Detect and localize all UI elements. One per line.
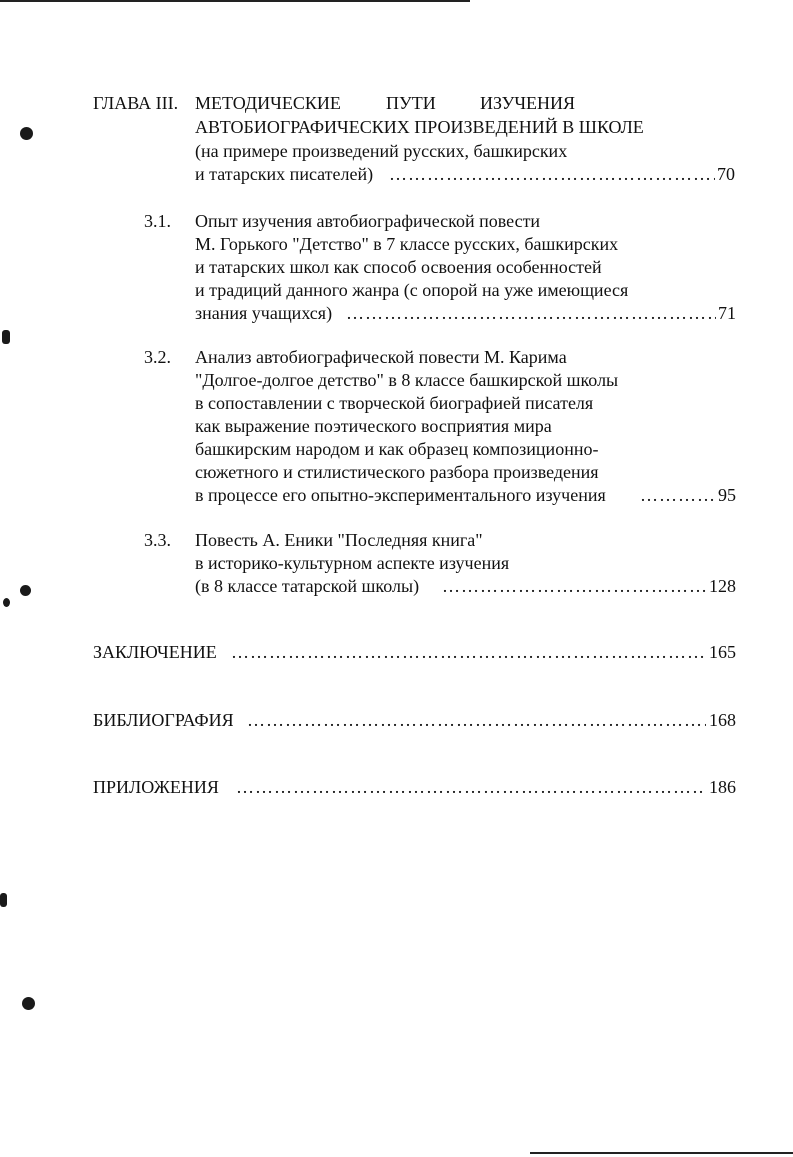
section-line: "Долгое-долгое детство" в 8 классе башкирской школы xyxy=(195,370,619,390)
dot-leader xyxy=(346,302,716,324)
page-number: 168 xyxy=(709,710,736,730)
page-number: 128 xyxy=(709,576,736,596)
scan-hole-mark xyxy=(2,330,10,344)
page-number: 165 xyxy=(709,642,736,662)
dot-leader xyxy=(247,709,706,731)
scan-top-edge xyxy=(0,0,470,2)
conclusion-label: ЗАКЛЮЧЕНИЕ xyxy=(93,642,217,662)
section-line: как выражение поэтического восприятия мира xyxy=(195,416,552,436)
dot-leader xyxy=(640,484,716,506)
section-line: в процессе его опытно-экспериментального изучения xyxy=(195,485,606,505)
bibliography-label: БИБЛИОГРАФИЯ xyxy=(93,710,234,730)
section-number: 3.3. xyxy=(144,530,171,550)
scan-hole-mark xyxy=(20,127,33,140)
dot-leader xyxy=(236,776,706,798)
section-line: сюжетного и стилистического разбора произведения xyxy=(195,462,599,482)
chapter-label: ГЛАВА III. xyxy=(93,93,179,113)
section-line: в историко-культурном аспекте изучения xyxy=(195,553,510,573)
section-number: 3.2. xyxy=(144,347,171,367)
section-line: Повесть А. Еники "Последняя книга" xyxy=(195,530,483,550)
dot-leader xyxy=(231,641,706,663)
scan-hole-mark xyxy=(3,598,10,607)
section-line: Опыт изучения автобиографической повести xyxy=(195,211,541,231)
chapter-title-word: МЕТОДИЧЕСКИЕ xyxy=(195,93,341,113)
scan-hole-mark xyxy=(0,893,7,907)
chapter-title-line: и татарских писателей) xyxy=(195,164,374,184)
dot-leader xyxy=(442,575,706,597)
section-line: и татарских школ как способ освоения особенностей xyxy=(195,257,602,277)
section-number: 3.1. xyxy=(144,211,171,231)
page-number: 95 xyxy=(718,485,736,505)
chapter-title-word: ИЗУЧЕНИЯ xyxy=(480,93,576,113)
scan-bottom-edge xyxy=(530,1152,793,1154)
section-line: знания учащихся) xyxy=(195,303,333,323)
chapter-title-word: ПУТИ xyxy=(386,93,436,113)
scan-hole-mark xyxy=(22,997,35,1010)
page-number: 70 xyxy=(717,164,735,184)
page-number: 186 xyxy=(709,777,736,797)
section-line: башкирским народом и как образец композиционно- xyxy=(195,439,599,459)
section-line: М. Горького "Детство" в 7 классе русских, башкирских xyxy=(195,234,619,254)
appendices-label: ПРИЛОЖЕНИЯ xyxy=(93,777,219,797)
dot-leader xyxy=(389,163,715,185)
page-number: 71 xyxy=(718,303,736,323)
chapter-title-line: (на примере произведений русских, башкирских xyxy=(195,141,568,161)
scan-hole-mark xyxy=(20,585,31,596)
section-line: (в 8 классе татарской школы) xyxy=(195,576,420,596)
section-line: Анализ автобиографической повести М. Карима xyxy=(195,347,567,367)
section-line: и традиций данного жанра (с опорой на уже имеющиеся xyxy=(195,280,629,300)
section-line: в сопоставлении с творческой биографией писателя xyxy=(195,393,594,413)
chapter-title-line: АВТОБИОГРАФИЧЕСКИХ ПРОИЗВЕДЕНИЙ В ШКОЛЕ xyxy=(195,117,644,137)
